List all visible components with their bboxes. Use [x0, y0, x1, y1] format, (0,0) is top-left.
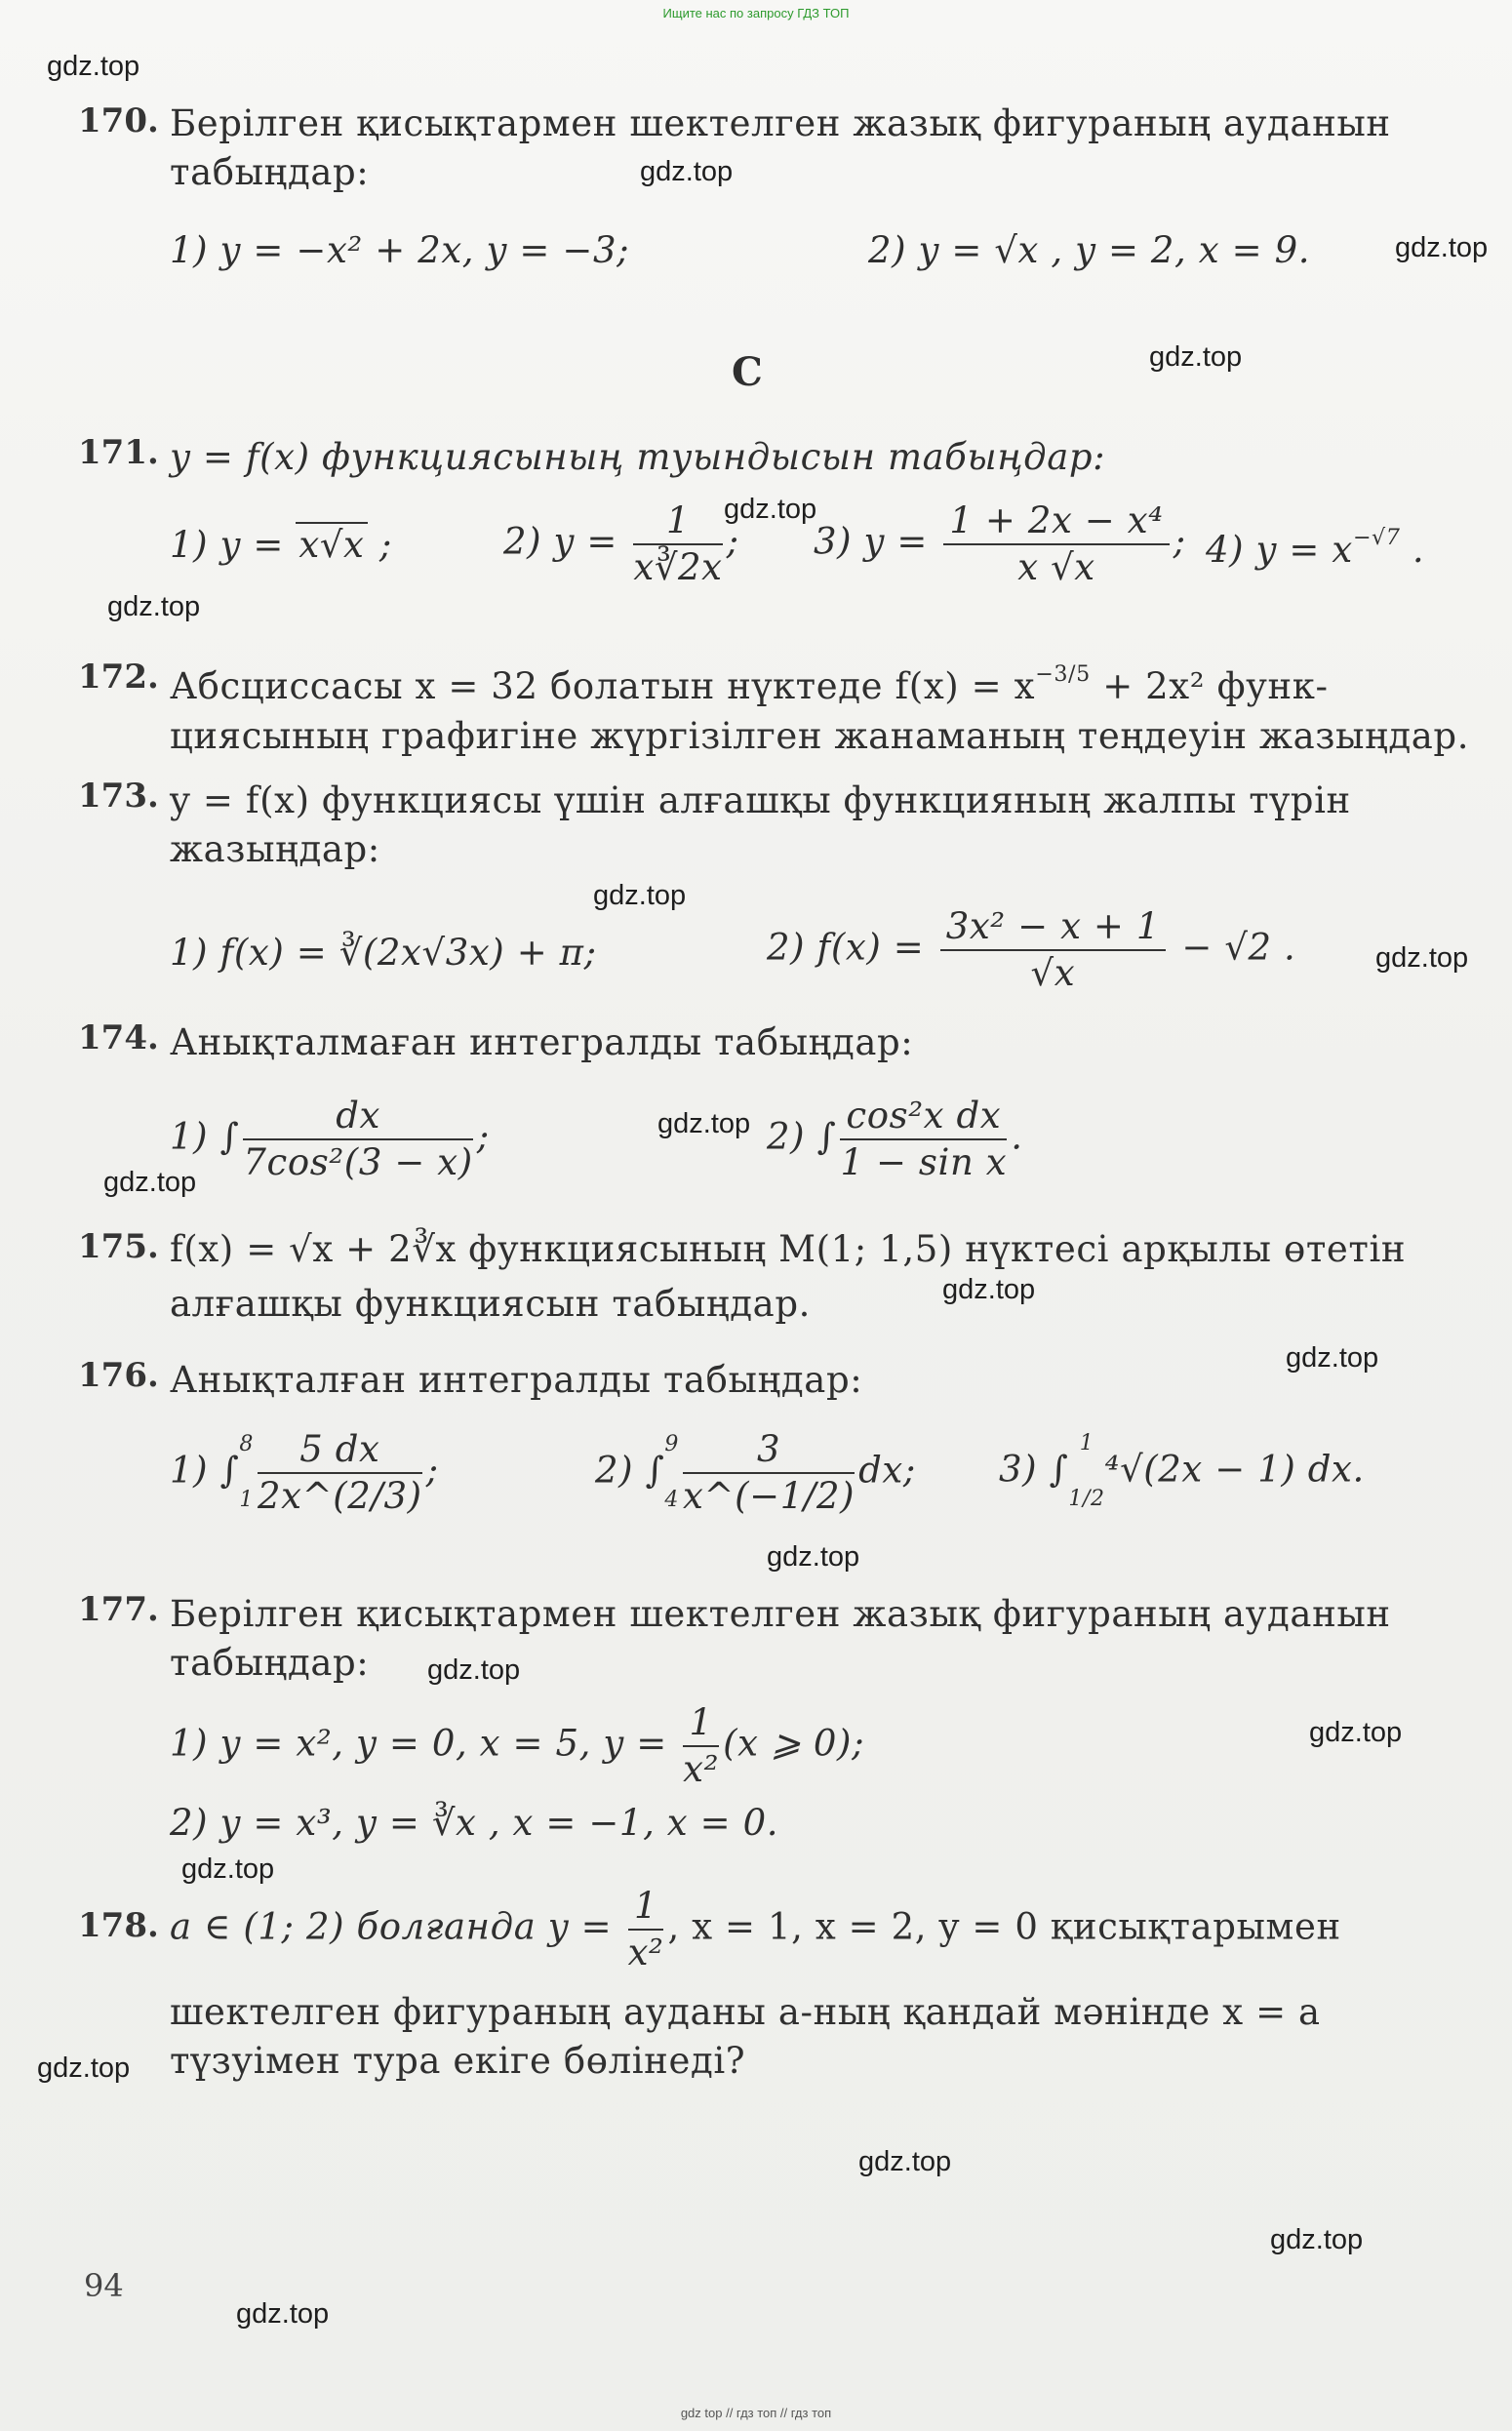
watermark: gdz.top	[181, 1853, 275, 1885]
problem-number: 174.	[78, 1018, 159, 1057]
watermark: gdz.top	[236, 2298, 330, 2330]
problem-number: 171.	[78, 433, 159, 472]
problem-number: 173.	[78, 777, 159, 816]
formula: 2) y = $\frac{1}{x∛2x}$ ;	[503, 499, 739, 588]
problem-text: табыңдар:	[170, 151, 370, 193]
watermark: gdz.top	[47, 51, 140, 82]
formula: 1) y = x², y = 0, x = 5, y = $\frac{1}{\text{x²}}$ (x ⩾ 0);	[170, 1701, 865, 1790]
problem-number: 176.	[78, 1356, 159, 1395]
watermark: gdz.top	[657, 1108, 751, 1139]
watermark: gdz.top	[37, 2052, 131, 2084]
watermark: gdz.top	[427, 1654, 521, 1686]
footer-links[interactable]: gdz top // гдз топ // гдз топ	[680, 2406, 832, 2420]
formula: 2) ∫ $\frac{\text{cos²x dx}}{\text{1 − sin x}}$ .	[767, 1095, 1023, 1183]
formula: 4) $y = x^{-√7}$ .	[1206, 525, 1425, 571]
watermark: gdz.top	[1309, 1717, 1403, 1748]
problem-text: Берілген қисықтармен шектелген жазық фигураның ауданын	[170, 102, 1391, 144]
watermark: gdz.top	[858, 2146, 952, 2177]
problem-text: Анықталмаған интегралды табыңдар:	[170, 1021, 914, 1063]
problem-text: Берілген қисықтармен шектелген жазық фигураның ауданын	[170, 1593, 1391, 1635]
problem-text: Абсциссасы x = 32 болатын нүктеде $f(x) = x^{-3/5} + 2x^2$ функ-	[170, 661, 1329, 707]
problem-text: f(x) = √x + 2∛x функциясының M(1; 1,5) нүктесі арқылы өтетін	[170, 1228, 1407, 1270]
formula: 1) ∫ $\frac{dx}{\text{7cos²(3 − x)}}$ ;	[170, 1095, 490, 1183]
formula: 2) f(x) = $\frac{\text{3x² − x + 1}}{√x}$ − √2 .	[767, 905, 1296, 994]
formula: 3) ∫1 1/2⁴√(2x − 1) dx.	[999, 1431, 1365, 1512]
problem-text: циясының графигіне жүргізілген жанаманың теңдеуін жазыңдар.	[170, 715, 1470, 757]
problem-number: 175.	[78, 1227, 159, 1266]
problem-number: 172.	[78, 658, 159, 697]
section-heading: C	[732, 349, 763, 395]
formula: 2) y = √x , y = 2, x = 9.	[868, 229, 1311, 271]
problem-number: 170.	[78, 101, 159, 140]
problem-text: y = f(x) функциясының туындысын табыңдар:	[170, 436, 1106, 478]
page-number: 94	[84, 2267, 124, 2304]
watermark: gdz.top	[103, 1167, 197, 1198]
watermark: gdz.top	[767, 1541, 860, 1573]
formula: 1) ∫8 1 $\frac{5 dx}{2x\^{}(2/3)}$ ;	[170, 1428, 439, 1517]
header-search-link[interactable]: Ищите нас по запросу ГДЗ ТОП	[662, 6, 850, 20]
formula: 1) y = x√x ;	[170, 524, 392, 566]
formula: 2) ∫9 4 $\frac{3}{x\^{}(-1/2)}$ dx;	[595, 1428, 916, 1517]
formula: 3) y = $\frac{\text{1 + 2x − x⁴}}{x √x}$ ;	[814, 499, 1186, 588]
watermark: gdz.top	[942, 1274, 1036, 1305]
problem-number: 177.	[78, 1590, 159, 1629]
problem-text: a ∈ (1; 2) болғанда y = $\frac{1}{\text{x²}}$ , x = 1, x = 2, y = 0 қисықтарымен	[170, 1885, 1341, 1973]
problem-text: Анықталған интегралды табыңдар:	[170, 1359, 863, 1401]
problem-text: түзуімен тура екіге бөлінеді?	[170, 2040, 746, 2082]
watermark: gdz.top	[640, 156, 734, 187]
problem-text: шектелген фигураның ауданы a-ның қандай мәнінде x = a	[170, 1991, 1321, 2033]
watermark: gdz.top	[107, 591, 201, 622]
watermark: gdz.top	[1375, 942, 1469, 974]
formula: 1) y = −x² + 2x, y = −3;	[170, 229, 630, 271]
formula: 2) y = x³, y = ∛x , x = −1, x = 0.	[170, 1802, 779, 1844]
watermark: gdz.top	[724, 494, 817, 525]
watermark: gdz.top	[593, 880, 687, 911]
watermark: gdz.top	[1286, 1342, 1379, 1374]
problem-text: табыңдар:	[170, 1642, 370, 1684]
watermark: gdz.top	[1395, 232, 1489, 263]
problem-text: жазыңдар:	[170, 828, 380, 870]
watermark: gdz.top	[1149, 341, 1243, 373]
problem-text: y = f(x) функциясы үшін алғашқы функцияның жалпы түрін	[170, 779, 1351, 821]
formula: 1) f(x) = ∛(2x√3x) + π;	[170, 932, 597, 974]
problem-number: 178.	[78, 1906, 159, 1945]
watermark: gdz.top	[1270, 2224, 1364, 2255]
problem-text: алғашқы функциясын табыңдар.	[170, 1283, 811, 1325]
